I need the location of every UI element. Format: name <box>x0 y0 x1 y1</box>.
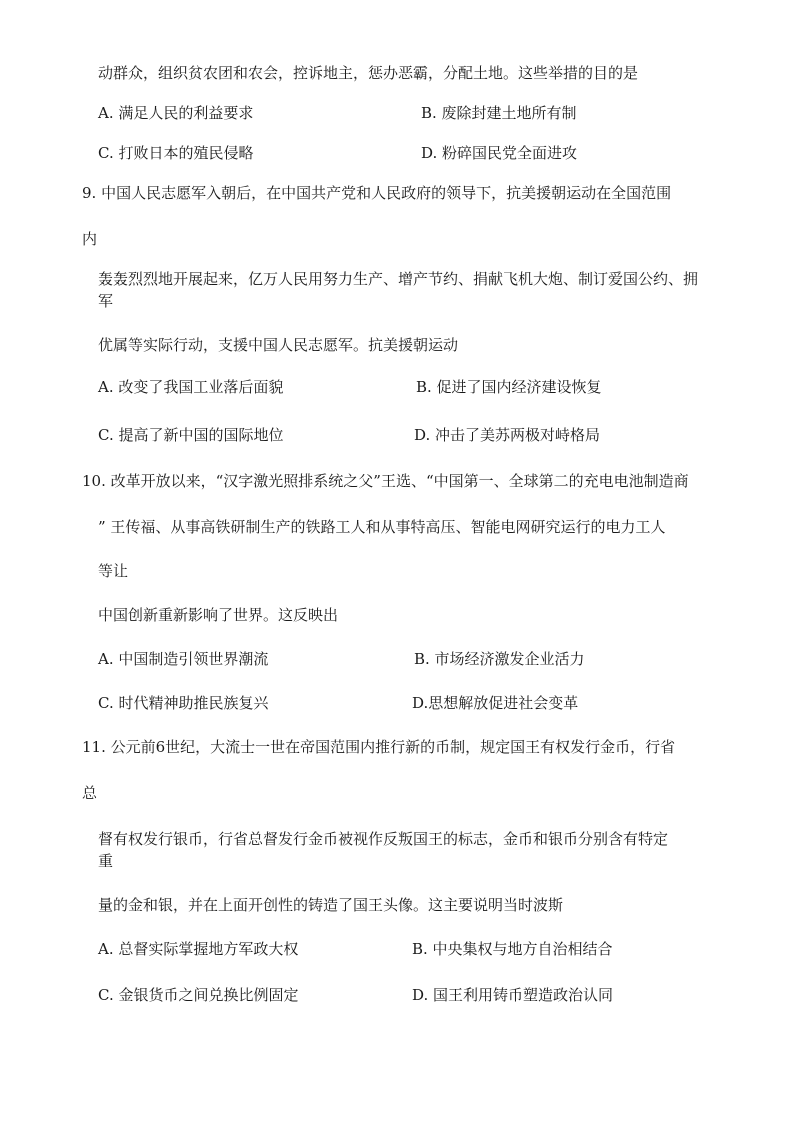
q10-option-d: D.思想解放促进社会变革 <box>412 694 579 712</box>
q9-option-d: D. 冲击了美苏两极对峙格局 <box>414 426 601 444</box>
q10-stem-line3: 中国创新重新影响了世界。这反映出 <box>98 606 339 624</box>
q10-stem-line2: ” 王传福、从事高铁研制生产的铁路工人和从事特高压、智能电网研究运行的电力工人 <box>98 518 666 536</box>
q8-option-d: D. 粉碎国民党全面进攻 <box>421 144 578 162</box>
q11-stem-line3: 量的金和银，并在上面开创性的铸造了国王头像。这主要说明当时波斯 <box>98 896 564 914</box>
q10-option-a: A. 中国制造引领世界潮流 <box>98 650 269 668</box>
q9-stem-line1-wrap: 内 <box>82 230 98 248</box>
q10-option-b: B. 市场经济激发企业活力 <box>414 650 585 668</box>
q8-option-c: C. 打败日本的殖民侵略 <box>98 144 254 162</box>
q11-option-a: A. 总督实际掌握地方军政大权 <box>98 940 299 958</box>
q9-option-a: A. 改变了我国工业落后面貌 <box>98 378 284 396</box>
q9-stem-line2: 轰轰烈烈地开展起来，亿万人民用努力生产、增产节约、捐献飞机大炮、制订爱国公约、拥 <box>98 270 699 288</box>
q11-option-c: C. 金银货币之间兑换比例固定 <box>98 986 299 1004</box>
q9-stem-line2-wrap: 军 <box>98 292 114 310</box>
q11-stem-line1-wrap: 总 <box>82 784 98 802</box>
q10-stem-line2-wrap: 等让 <box>98 562 129 580</box>
q8-stem-tail: 动群众，组织贫农团和农会，控诉地主，惩办恶霸，分配土地。这些举措的目的是 <box>98 64 639 82</box>
q9-stem-line1: 9. 中国人民志愿军入朝后，在中国共产党和人民政府的领导下，抗美援朝运动在全国范围 <box>82 184 672 202</box>
q10-stem-line1: 10. 改革开放以来，“汉字激光照排系统之父”王选、“中国第一、全球第二的充电电池制造商 <box>82 472 689 490</box>
q11-stem-line2: 督有权发行银币，行省总督发行金币被视作反叛国王的标志，金币和银币分别含有特定 <box>98 830 669 848</box>
q11-option-d: D. 国王利用铸币塑造政治认同 <box>412 986 614 1004</box>
q10-option-c: C. 时代精神助推民族复兴 <box>98 694 269 712</box>
q9-option-c: C. 提高了新中国的国际地位 <box>98 426 284 444</box>
q11-stem-line1: 11. 公元前6世纪，大流士一世在帝国范围内推行新的币制，规定国王有权发行金币，行省 <box>82 738 676 756</box>
q11-stem-line2-wrap: 重 <box>98 852 114 870</box>
q11-option-b: B. 中央集权与地方自治相结合 <box>412 940 613 958</box>
q8-option-a: A. 满足人民的利益要求 <box>98 104 254 122</box>
q9-stem-line3: 优属等实际行动，支援中国人民志愿军。抗美援朝运动 <box>98 336 459 354</box>
q8-option-b: B. 废除封建土地所有制 <box>421 104 577 122</box>
q9-option-b: B. 促进了国内经济建设恢复 <box>416 378 602 396</box>
